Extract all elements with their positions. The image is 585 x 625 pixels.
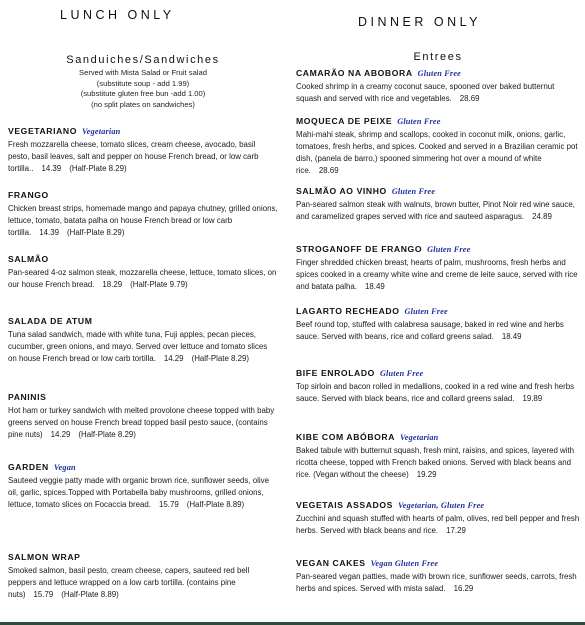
intro-line: (no split plates on sandwiches) bbox=[91, 99, 195, 109]
item-price: 14.29 bbox=[163, 354, 184, 363]
diet-tag: Gluten Free bbox=[404, 307, 448, 316]
item-name: SALMÃO AO VINHO bbox=[296, 186, 387, 196]
diet-tag: Vegan bbox=[53, 463, 76, 472]
menu-item-paninis bbox=[8, 392, 278, 441]
item-heading bbox=[8, 392, 278, 403]
half-plate-price: (Half-Plate 8.29) bbox=[69, 164, 127, 173]
intro-line: (substitute gluten free bun -add 1.00) bbox=[80, 89, 206, 98]
item-desc-text: Cooked shrimp in a creamy coconut sauce, spooned over baked butternut squash and served with rice and vegetables. bbox=[296, 82, 555, 103]
item-description bbox=[296, 199, 580, 223]
menu-item-salada-de-atum bbox=[8, 316, 278, 365]
intro-line: (substitute soup - add 1.99) bbox=[96, 78, 190, 88]
half-plate-price: (Half-Plate 9.79) bbox=[130, 280, 188, 289]
item-desc-text: Pan-seared vegan patties, made with brown rice, sunflower seeds, carrots, fresh herbs and spices. Served with mista salad. bbox=[296, 572, 577, 593]
item-name: SALMON WRAP bbox=[8, 552, 81, 562]
item-price: 17.29 bbox=[446, 526, 466, 535]
item-description bbox=[296, 319, 580, 343]
item-desc-text: Top sirloin and bacon rolled in medallions, cooked in a red wine and fresh herbs sauce. Served with black beans, rice and collard greens salad. bbox=[296, 382, 575, 403]
item-heading bbox=[296, 116, 580, 127]
diet-tag: Gluten Free bbox=[397, 117, 441, 126]
half-plate-price: (Half-Plate 8.29) bbox=[191, 354, 250, 363]
item-heading bbox=[296, 432, 580, 443]
item-price: 19.89 bbox=[522, 394, 543, 403]
item-description bbox=[296, 571, 580, 595]
diet-tag: Gluten Free bbox=[379, 369, 424, 378]
item-price: 18.49 bbox=[501, 332, 522, 341]
item-desc-text: Fresh mozzarella cheese, tomato slices, cream cheese, avocado, basil pesto, basil leaves, salt and pepper on house French bread, or low carb tortilla.. bbox=[8, 140, 259, 173]
item-price: 18.49 bbox=[365, 282, 385, 291]
item-name: LAGARTO RECHEADO bbox=[296, 306, 400, 316]
item-price: 14.39 bbox=[41, 164, 62, 173]
menu-item-salmao bbox=[8, 254, 278, 291]
item-description bbox=[8, 203, 278, 239]
item-desc-text: Baked tabule with butternut squash, fresh mint, raisins, and spices, layered with ricotta cheese, topped with French baked onions. Served with black beans and rice. (Vegan without the cheese) bbox=[296, 446, 575, 479]
item-desc-text: Finger shredded chicken breast, hearts of palm, mushrooms, fresh herbs and spices cooked in a creamy white wine and creme de leite sauce, served with rice and batata palha. bbox=[296, 258, 578, 291]
item-price: 15.79 bbox=[158, 500, 179, 509]
item-name: SALADA DE ATUM bbox=[8, 316, 93, 326]
item-name: GARDEN bbox=[8, 462, 49, 472]
item-heading bbox=[296, 186, 580, 197]
item-name: VEGETAIS ASSADOS bbox=[296, 500, 393, 510]
item-heading bbox=[8, 462, 278, 473]
item-name: KIBE COM ABÓBORA bbox=[296, 432, 396, 442]
item-desc-text: Pan-seared 4-oz salmon steak, mozzarella cheese, lettuce, tomato slices, on our house French bread. bbox=[8, 268, 277, 289]
item-heading bbox=[8, 190, 278, 201]
menu-item-lagarto-recheado bbox=[296, 306, 580, 343]
item-heading bbox=[296, 68, 580, 79]
item-heading bbox=[296, 558, 580, 569]
lunch-title: LUNCH ONLY bbox=[60, 8, 175, 22]
item-name: CAMARÃO NA ABOBORA bbox=[296, 68, 413, 78]
item-description bbox=[8, 565, 278, 601]
diet-tag: Gluten Free bbox=[417, 69, 461, 78]
item-description bbox=[296, 381, 580, 405]
half-plate-price: (Half-Plate 8.29) bbox=[67, 228, 125, 237]
item-name: FRANGO bbox=[8, 190, 49, 200]
menu-item-bife-enrolado bbox=[296, 368, 580, 405]
diet-tag: Vegan Gluten Free bbox=[370, 559, 439, 568]
menu-item-vegetariano bbox=[8, 126, 278, 175]
item-desc-text: Mahi-mahi steak, shrimp and scallops, cooked in coconut milk, onions, garlic, tomatoes, fresh herbs, and spices. Cooked and served in a Brazilian ceramic pot dish, (panela de barro,) spooned simmering hot over a mound of white rice. bbox=[296, 130, 578, 175]
item-heading bbox=[296, 306, 580, 317]
item-description bbox=[8, 405, 278, 441]
item-price: 14.39 bbox=[39, 228, 59, 237]
item-price: 15.79 bbox=[33, 590, 54, 599]
item-desc-text: Smoked salmon, basil pesto, cream cheese, capers, sauteed red bell peppers and lettuce wrapped on a low carb tortilla. (contains pine nuts) bbox=[8, 566, 250, 599]
diet-tag: Vegetarian bbox=[82, 127, 121, 136]
item-desc-text: Beef round top, stuffed with calabresa sausage, baked in red wine and herbs sauce. Served with beans, rice and collard greens salad. bbox=[296, 320, 564, 341]
item-name: PANINIS bbox=[8, 392, 47, 402]
item-description bbox=[296, 81, 580, 105]
item-desc-text: Zucchini and squash stuffed with hearts of palm, olives, red bell pepper and fresh herbs. Served with black beans and rice. bbox=[296, 514, 580, 535]
item-name: STROGANOFF DE FRANGO bbox=[296, 244, 423, 254]
item-heading bbox=[8, 126, 278, 137]
item-desc-text: Tuna salad sandwich, made with white tuna, Fuji apples, pecan pieces, cucumber, green onions, and mayo. Served over lettuce and tomato slices on house French bread or low carb tortilla. bbox=[8, 330, 268, 363]
item-description bbox=[8, 329, 278, 365]
item-price: 28.69 bbox=[318, 166, 339, 175]
sandwich-intro bbox=[8, 68, 278, 110]
item-name: BIFE ENROLADO bbox=[296, 368, 375, 378]
item-price: 16.29 bbox=[453, 584, 474, 593]
item-price: 19.29 bbox=[416, 470, 437, 479]
menu-item-frango bbox=[8, 190, 278, 239]
item-description bbox=[296, 445, 580, 481]
diet-tag: Gluten Free bbox=[391, 187, 436, 196]
item-heading bbox=[8, 552, 278, 563]
menu-item-moqueca-de-peixe bbox=[296, 116, 580, 177]
item-price: 28.69 bbox=[459, 94, 480, 103]
item-name: MOQUECA DE PEIXE bbox=[296, 116, 393, 126]
item-description bbox=[8, 139, 278, 175]
half-plate-price: (Half-Plate 8.89) bbox=[61, 590, 119, 599]
item-heading bbox=[8, 254, 278, 265]
item-heading bbox=[296, 500, 580, 511]
dinner-title: DINNER ONLY bbox=[358, 15, 482, 29]
item-heading bbox=[296, 244, 580, 255]
menu-item-salmon-wrap bbox=[8, 552, 278, 601]
intro-line: Served with Mista Salad or Fruit salad bbox=[79, 68, 207, 77]
item-name: VEGETARIANO bbox=[8, 126, 77, 136]
item-heading bbox=[296, 368, 580, 379]
item-description bbox=[8, 267, 278, 291]
diet-tag: Vegetarian bbox=[400, 433, 439, 442]
menu-item-vegetais-assados bbox=[296, 500, 580, 537]
item-desc-text: Sauteed veggie patty made with organic brown rice, sunflower seeds, olive oil, garlic, spices.Topped with Portabella baby mushrooms, grilled onions, lettuce, tomato slices on Focaccia bread. bbox=[8, 476, 269, 509]
item-desc-text: Hot ham or turkey sandwich with melted provolone cheese topped with baby greens served on house French bread topped basil pesto sauce, (contains pine nuts) bbox=[8, 406, 275, 439]
menu-item-camarao-na-abobora bbox=[296, 68, 580, 105]
menu-item-stroganoff-de-frango bbox=[296, 244, 580, 293]
item-heading bbox=[8, 316, 278, 327]
item-price: 14.29 bbox=[50, 430, 71, 439]
item-price: 24.89 bbox=[532, 212, 552, 221]
diet-tag: Vegetarian, Gluten Free bbox=[397, 501, 485, 510]
half-plate-price: (Half-Plate 8.89) bbox=[186, 500, 245, 509]
item-name: VEGAN CAKES bbox=[296, 558, 366, 568]
item-description bbox=[296, 513, 580, 537]
item-description bbox=[296, 129, 580, 177]
sandwiches-heading: Sanduiches/Sandwiches bbox=[66, 54, 220, 66]
item-price: 18.29 bbox=[102, 280, 123, 289]
item-desc-text: Chicken breast strips, homemade mango and papaya chutney, grilled onions, lettuce, tomato, batata palha on house French bread or low carb tortilla. bbox=[8, 204, 278, 237]
item-desc-text: Pan-seared salmon steak with walnuts, brown butter, Pinot Noir red wine sauce, and caramelized grapes served with rice and sauteed asparagus. bbox=[296, 200, 575, 221]
item-description bbox=[8, 475, 278, 511]
entrees-heading: Entrees bbox=[413, 51, 463, 63]
diet-tag: Gluten Free bbox=[427, 245, 471, 254]
item-name: SALMÃO bbox=[8, 254, 49, 264]
menu-item-kibe-com-abobora bbox=[296, 432, 580, 481]
item-description bbox=[296, 257, 580, 293]
menu-item-vegan-cakes bbox=[296, 558, 580, 595]
menu-item-garden bbox=[8, 462, 278, 511]
half-plate-price: (Half-Plate 8.29) bbox=[78, 430, 136, 439]
menu-item-salmao-ao-vinho bbox=[296, 186, 580, 223]
